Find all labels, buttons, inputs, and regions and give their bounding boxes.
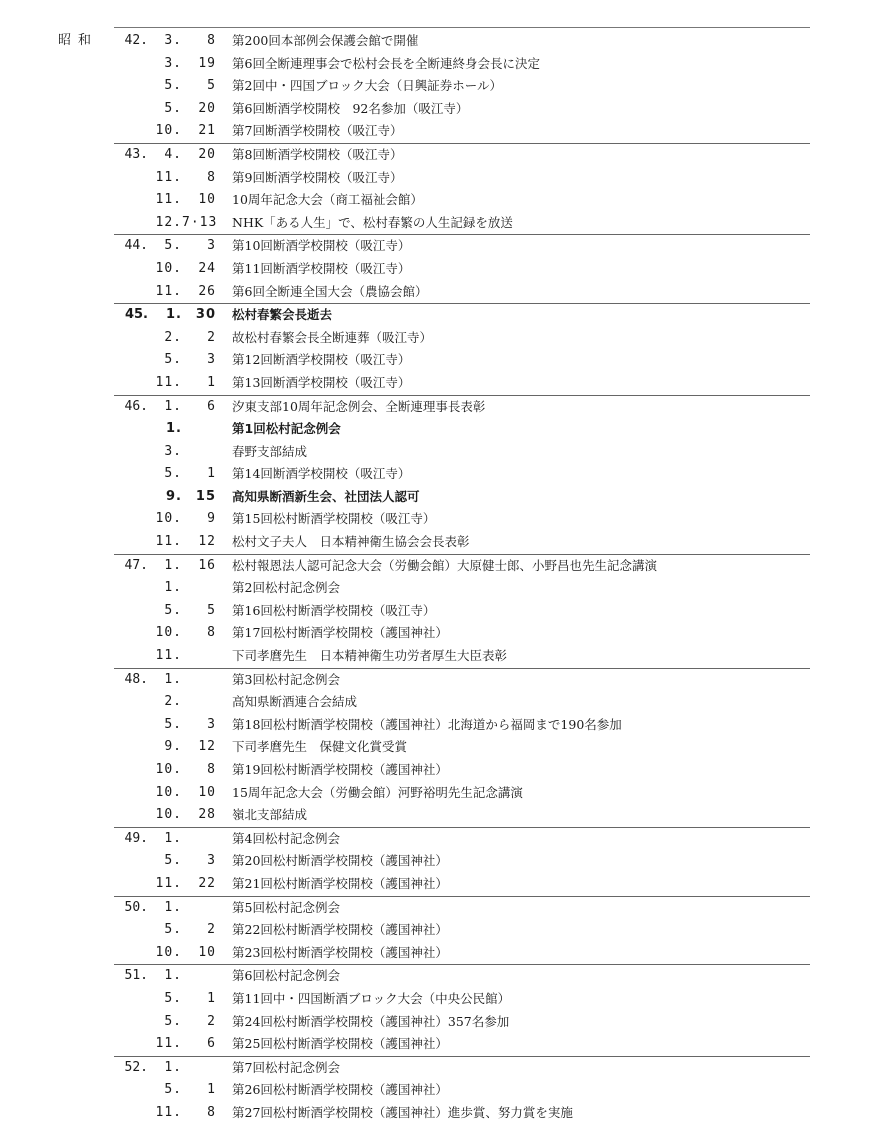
event-text: 下司孝麿先生 保健文化賞受賞: [232, 739, 408, 755]
month-value: 3.: [164, 443, 182, 459]
timeline-row: [114, 53, 810, 76]
timeline-row: [114, 850, 810, 873]
event-text: 第26回松村断酒学校開校（護国神社）: [232, 1082, 448, 1098]
event-text: 第27回松村断酒学校開校（護国神社）進歩賞、努力賞を実施: [232, 1104, 573, 1120]
month-value: 5.: [164, 990, 182, 1006]
month-value: 1.: [164, 899, 182, 915]
date-cell: [148, 942, 218, 965]
event-text: 第2回松村記念例会: [232, 580, 340, 596]
day-value: 12: [198, 534, 216, 550]
timeline-row: [114, 75, 810, 98]
event-text: 高知県断酒新生会、社団法人認可: [232, 488, 420, 504]
timeline-row: [114, 759, 810, 782]
month-value: 5.: [164, 922, 182, 938]
day-value: 8: [207, 33, 216, 48]
day-value: 6: [207, 1036, 216, 1052]
event-text: 第12回断酒学校開校（吸江寺）: [232, 352, 411, 368]
event-text: 10周年記念大会（商工福祉会館）: [232, 192, 423, 208]
date-cell: [148, 235, 218, 258]
event-text: 15周年記念大会（労働会館）河野裕明先生記念講演: [232, 784, 523, 800]
event-text: 第11回中・四国断酒ブロック大会（中央公民館）: [232, 990, 511, 1006]
year-group: [114, 395, 810, 554]
month-value: 1.: [166, 421, 182, 437]
timeline-row: [114, 235, 810, 258]
date-cell: [148, 120, 218, 143]
timeline-row: [114, 349, 810, 372]
date-cell: [148, 418, 218, 441]
event-text: 第200回本部例会保護会館で開催: [232, 33, 419, 48]
timeline-row: [114, 441, 810, 464]
timeline-row: [114, 736, 810, 759]
day-value: 7·13: [182, 214, 218, 230]
year-cell: 49.: [124, 830, 148, 846]
event-text: 高知県断酒連合会結成: [232, 694, 358, 710]
timeline-row: [114, 622, 810, 645]
year-cell: 46.: [124, 398, 148, 414]
month-value: 1.: [164, 398, 182, 414]
timeline-row: [114, 508, 810, 531]
timeline-row: [114, 828, 810, 851]
month-value: 10.: [155, 784, 182, 800]
timeline-row: [114, 1033, 810, 1056]
day-value: 8: [207, 169, 216, 185]
timeline-row: [114, 120, 810, 143]
month-value: 5.: [164, 602, 182, 618]
timeline-row: [114, 167, 810, 190]
date-cell: [148, 804, 218, 827]
year-group: [114, 1056, 810, 1125]
timeline-row: [114, 988, 810, 1011]
day-value: 10: [198, 192, 216, 208]
event-text: NHK「ある人生」で、松村春繁の人生記録を放送: [232, 214, 513, 230]
event-text: 故松村春繁会長全断連葬（吸江寺）: [232, 329, 433, 345]
month-value: 11.: [155, 648, 182, 664]
event-text: 松村文子夫人 日本精神衛生協会会長表彰: [232, 534, 470, 550]
month-value: 10.: [155, 123, 182, 139]
timeline-row: [114, 669, 810, 692]
date-cell: [148, 189, 218, 212]
date-cell: [148, 828, 218, 851]
date-cell: [148, 919, 218, 942]
day-value: 24: [198, 260, 216, 276]
date-cell: [148, 396, 218, 419]
month-value: 3.: [164, 55, 182, 71]
day-value: 22: [198, 875, 216, 891]
event-text: 第25回松村断酒学校開校（護国神社）: [232, 1036, 448, 1052]
timeline-row: [114, 919, 810, 942]
date-cell: [148, 98, 218, 121]
year-group: [114, 964, 810, 1055]
day-value: 3: [207, 853, 216, 869]
timeline-row: [114, 942, 810, 965]
event-text: 嶺北支部結成: [232, 807, 308, 823]
timeline-row: [114, 1011, 810, 1034]
month-value: 11.: [155, 192, 182, 208]
year-cell: 42.: [124, 33, 148, 48]
top-rule: [114, 27, 810, 28]
month-value: 1.: [164, 580, 182, 596]
timeline-row: [114, 418, 810, 441]
day-value: 2: [207, 329, 216, 345]
day-value: 12: [198, 739, 216, 755]
month-value: 3.: [164, 33, 182, 48]
day-value: 10: [198, 944, 216, 960]
month-value: 11.: [155, 169, 182, 185]
month-value: 5.: [164, 100, 182, 116]
day-value: 1: [207, 990, 216, 1006]
month-value: 11.: [155, 875, 182, 891]
timeline-row: [114, 1079, 810, 1102]
date-cell: [148, 645, 218, 668]
month-value: 2.: [164, 694, 182, 710]
date-cell: [148, 531, 218, 554]
timeline-row: [114, 691, 810, 714]
event-text: 第20回松村断酒学校開校（護国神社）: [232, 853, 448, 869]
timeline-row: [114, 281, 810, 304]
day-value: 2: [207, 922, 216, 938]
month-value: 11.: [155, 1104, 182, 1120]
year-cell: 43.: [124, 146, 148, 162]
month-value: 11.: [155, 534, 182, 550]
timeline-row: [114, 782, 810, 805]
day-value: 30: [195, 307, 216, 323]
date-cell: [148, 441, 218, 464]
date-cell: [148, 53, 218, 76]
year-group: [114, 143, 810, 234]
month-value: 1.: [164, 557, 182, 573]
day-value: 2: [207, 1013, 216, 1029]
timeline-row: [114, 189, 810, 212]
day-value: 3: [207, 238, 216, 254]
date-cell: [148, 691, 218, 714]
day-value: 20: [198, 146, 216, 162]
year-group: [114, 896, 810, 965]
day-value: 28: [198, 807, 216, 823]
era-label: 昭和: [58, 33, 99, 48]
year-group: [114, 554, 810, 668]
event-text: 第22回松村断酒学校開校（護国神社）: [232, 922, 448, 938]
event-text: 第6回松村記念例会: [232, 968, 340, 984]
date-cell: [148, 759, 218, 782]
event-text: 第15回松村断酒学校開校（吸江寺）: [232, 511, 436, 527]
event-text: 第19回松村断酒学校開校（護国神社）: [232, 762, 448, 777]
date-cell: [148, 144, 218, 167]
year-group: [114, 827, 810, 896]
month-value: 5.: [164, 1082, 182, 1098]
date-cell: [148, 167, 218, 190]
month-value: 5.: [164, 716, 182, 732]
date-cell: [148, 988, 218, 1011]
month-value: 11.: [155, 283, 182, 299]
year-cell: 52.: [124, 1059, 148, 1075]
month-value: 10.: [155, 807, 182, 823]
date-cell: [148, 1102, 218, 1125]
month-value: 10.: [155, 762, 182, 777]
event-text: 第6回断酒学校開校 92名参加（吸江寺）: [232, 100, 469, 116]
date-cell: [148, 75, 218, 98]
timeline-row: [114, 212, 810, 235]
date-cell: [148, 577, 218, 600]
event-text: 第17回松村断酒学校開校（護国神社）: [232, 625, 448, 641]
date-cell: [148, 736, 218, 759]
event-text: 第7回松村記念例会: [232, 1059, 340, 1075]
event-text: 第18回松村断酒学校開校（護国神社）北海道から福岡まで190名参加: [232, 716, 622, 732]
day-value: 8: [207, 762, 216, 777]
day-value: 15: [195, 488, 216, 504]
event-text: 第1回松村記念例会: [232, 421, 341, 437]
date-cell: [148, 1057, 218, 1080]
event-text: 第14回断酒学校開校（吸江寺）: [232, 466, 411, 482]
year-cell: 44.: [124, 238, 148, 254]
month-value: 1.: [164, 830, 182, 846]
year-cell: 50.: [124, 899, 148, 915]
month-value: 10.: [155, 260, 182, 276]
timeline-row: [114, 577, 810, 600]
timeline-row: [114, 1057, 810, 1080]
date-cell: [148, 965, 218, 988]
day-value: 6: [207, 398, 216, 414]
month-value: 5.: [164, 1013, 182, 1029]
date-cell: [148, 258, 218, 281]
timeline-row: [114, 531, 810, 554]
month-value: 11.: [155, 1036, 182, 1052]
timeline-row: [114, 486, 810, 509]
year-cell: 45.: [124, 307, 148, 323]
year-cell: 51.: [124, 968, 148, 984]
date-cell: [148, 897, 218, 920]
timeline-row: [114, 804, 810, 827]
event-text: 第5回松村記念例会: [232, 899, 340, 915]
year-group: [114, 303, 810, 394]
day-value: 20: [198, 100, 216, 116]
day-value: 3: [207, 352, 216, 368]
timeline-row: [114, 463, 810, 486]
day-value: 8: [207, 625, 216, 641]
timeline-row: [114, 98, 810, 121]
event-text: 第6回全断連理事会で松村会長を全断連終身会長に決定: [232, 55, 540, 71]
day-value: 5: [207, 602, 216, 618]
date-cell: [148, 486, 218, 509]
year-cell: 48.: [124, 671, 148, 687]
day-value: 10: [198, 784, 216, 800]
timeline-row: [114, 396, 810, 419]
event-text: 松村春繁会長逝去: [232, 307, 333, 323]
date-cell: [148, 850, 218, 873]
month-value: 4.: [164, 146, 182, 162]
month-value: 5.: [164, 352, 182, 368]
day-value: 9: [207, 511, 216, 527]
date-cell: [148, 1033, 218, 1056]
timeline-row: [114, 30, 810, 53]
day-value: 21: [198, 123, 216, 139]
event-text: 下司孝麿先生 日本精神衛生功労者厚生大臣表彰: [232, 648, 508, 664]
timeline-row: [114, 645, 810, 668]
day-value: 5: [207, 78, 216, 94]
timeline-table: [0, 30, 875, 1125]
timeline-row: [114, 1102, 810, 1125]
event-text: 第2回中・四国ブロック大会（日興証券ホール）: [232, 78, 502, 94]
month-value: 10.: [155, 944, 182, 960]
month-value: 5.: [164, 238, 182, 254]
day-value: 3: [207, 716, 216, 732]
timeline-row: [114, 965, 810, 988]
date-cell: [148, 669, 218, 692]
date-cell: [148, 555, 218, 578]
month-value: 2.: [164, 329, 182, 345]
date-cell: [148, 463, 218, 486]
month-value: 5.: [164, 466, 182, 482]
date-cell: [148, 281, 218, 304]
day-value: 1: [207, 466, 216, 482]
event-text: 春野支部結成: [232, 443, 308, 459]
event-text: 第9回断酒学校開校（吸江寺）: [232, 169, 403, 185]
timeline-row: [114, 600, 810, 623]
date-cell: [148, 622, 218, 645]
event-text: 第21回松村断酒学校開校（護国神社）: [232, 875, 448, 891]
timeline-row: [114, 897, 810, 920]
day-value: 8: [207, 1104, 216, 1120]
year-group: [114, 668, 810, 827]
month-value: 10.: [155, 511, 182, 527]
month-value: 5.: [164, 78, 182, 94]
event-text: 汐東支部10周年記念例会、全断連理事長表彰: [232, 398, 486, 414]
event-text: 第6回全断連全国大会（農協会館）: [232, 283, 428, 299]
day-value: 16: [198, 557, 216, 573]
event-text: 第24回松村断酒学校開校（護国神社）357名参加: [232, 1013, 510, 1029]
day-value: 19: [198, 55, 216, 71]
date-cell: [148, 304, 218, 327]
event-text: 第8回断酒学校開校（吸江寺）: [232, 146, 403, 162]
date-cell: [148, 782, 218, 805]
timeline-row: [114, 714, 810, 737]
date-cell: [148, 327, 218, 350]
event-text: 第10回断酒学校開校（吸江寺）: [232, 238, 411, 254]
month-value: 11.: [155, 374, 182, 390]
year-group: [114, 30, 810, 143]
event-text: 第7回断酒学校開校（吸江寺）: [232, 123, 403, 139]
date-cell: [148, 372, 218, 395]
day-value: 1: [207, 1082, 216, 1098]
month-value: 9.: [166, 488, 182, 504]
date-cell: [148, 349, 218, 372]
month-value: 1.: [164, 968, 182, 984]
date-cell: [148, 1079, 218, 1102]
timeline-row: [114, 873, 810, 896]
month-value: 1.: [166, 307, 182, 323]
date-cell: [148, 212, 218, 235]
event-text: 松村報恩法人認可記念大会（労働会館）大原健士郎、小野昌也先生記念講演: [232, 557, 658, 573]
date-cell: [148, 508, 218, 531]
date-cell: [148, 714, 218, 737]
timeline-row: [114, 258, 810, 281]
event-text: 第23回松村断酒学校開校（護国神社）: [232, 944, 448, 960]
date-cell: [148, 873, 218, 896]
date-cell: [148, 1011, 218, 1034]
day-value: 1: [207, 374, 216, 390]
event-text: 第11回断酒学校開校（吸江寺）: [232, 260, 411, 276]
timeline-row: [114, 144, 810, 167]
month-value: 1.: [164, 1059, 182, 1075]
timeline-row: [114, 372, 810, 395]
month-value: 9.: [164, 739, 182, 755]
event-text: 第13回断酒学校開校（吸江寺）: [232, 374, 411, 390]
year-cell: 47.: [124, 557, 148, 573]
timeline-row: [114, 555, 810, 578]
day-value: 26: [198, 283, 216, 299]
date-cell: [148, 30, 218, 53]
month-value: 12.: [155, 214, 182, 230]
timeline-row: [114, 304, 810, 327]
month-value: 5.: [164, 853, 182, 869]
month-value: 1.: [164, 671, 182, 687]
event-text: 第16回松村断酒学校開校（吸江寺）: [232, 602, 436, 618]
year-group: [114, 234, 810, 303]
event-text: 第4回松村記念例会: [232, 830, 340, 846]
event-text: 第3回松村記念例会: [232, 671, 340, 687]
date-cell: [148, 600, 218, 623]
timeline-row: [114, 327, 810, 350]
month-value: 10.: [155, 625, 182, 641]
